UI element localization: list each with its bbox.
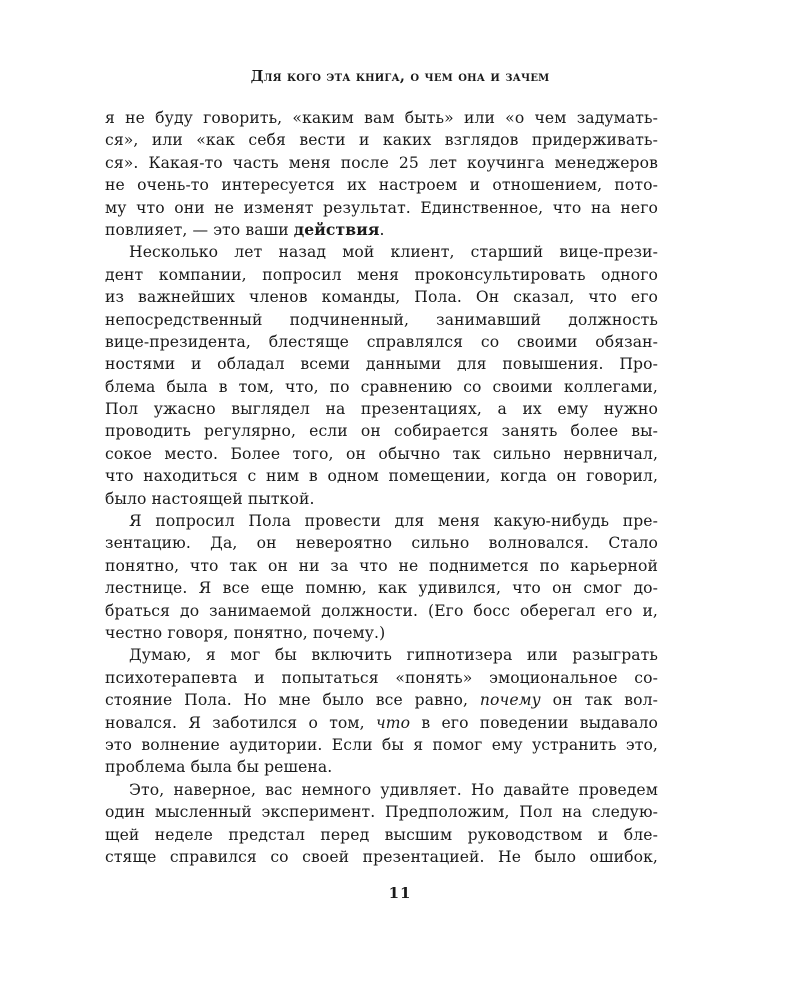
text-line: ся». Какая-то часть меня после 25 лет коучинга менеджеров	[105, 153, 658, 172]
text-run: новался. Я заботился о том,	[105, 713, 376, 732]
text-line: Несколько лет назад мой клиент, старший вице-прези-	[129, 243, 658, 262]
running-header: Для кого эта книга, о чем она и зачем	[250, 68, 550, 85]
italic-emphasis: что	[375, 713, 411, 732]
text-line: из важнейших членов команды, Пола. Он сказал, что его	[105, 288, 658, 307]
text-line: му что они не изменят результат. Единственное, что на него	[105, 198, 658, 217]
text-run: стояние Пола. Но мне было все равно,	[105, 691, 480, 710]
text-line: что находиться с ним в одном помещении, когда он говорил,	[105, 467, 658, 486]
page-number: 11	[388, 884, 412, 902]
text-line	[105, 689, 658, 711]
text-line: лестнице. Я все еще помню, как удивился, что он смог до-	[105, 579, 658, 598]
text-line: я не буду говорить, «каким вам быть» или «о чем задумать-	[105, 109, 658, 127]
italic-emphasis: почему	[479, 691, 541, 710]
text-line: блема была в том, что, по сравнению со своими коллегами,	[105, 377, 658, 396]
text-line: психотерапевта и попытаться «понять» эмоциональное со-	[105, 668, 658, 687]
text-line: не очень-то интересуется их настроем и отношением, пото-	[105, 176, 658, 195]
text-run: он так вол-	[540, 691, 658, 710]
text-run: в его поведении выдавало	[410, 713, 658, 732]
text-line: сокое место. Более того, он обычно так сильно нервничал,	[105, 444, 658, 463]
text-line: это волнение аудитории. Если бы я помог ему устранить это,	[105, 735, 658, 754]
text-run: .	[379, 220, 385, 239]
text-line	[105, 712, 658, 734]
text-run: повлияет, — это ваши	[105, 220, 294, 239]
body-text	[105, 107, 658, 868]
text-line: ся», или «как себя вести и каких взглядов придерживать-	[105, 131, 658, 150]
text-line: проблема была бы решена.	[105, 758, 333, 777]
bold-emphasis: действия	[293, 219, 380, 239]
text-line: Это, наверное, вас немного удивляет. Но давайте проведем	[129, 780, 658, 799]
text-line: было настоящей пыткой.	[105, 489, 315, 508]
text-line: зентацию. Да, он невероятно сильно волновался. Стало	[105, 534, 658, 553]
text-line: стяще справился со своей презентацией. Не было ошибок,	[105, 847, 658, 866]
text-line: ностями и обладал всеми данными для повышения. Про-	[105, 355, 658, 374]
text-line: Думаю, я мог бы включить гипнотизера или разыграть	[129, 646, 658, 665]
text-line: непосредственный подчиненный, занимавший должность	[105, 310, 658, 329]
text-line: щей неделе предстал перед высшим руководством и бле-	[105, 825, 658, 844]
text-line: браться до занимаемой должности. (Его босс оберегал его и,	[105, 601, 658, 620]
text-line: дент компании, попросил меня проконсультировать одного	[105, 265, 658, 284]
text-line: понятно, что так он ни за что не поднимется по карьерной	[105, 556, 658, 575]
text-line	[105, 219, 658, 241]
text-line: Пол ужасно выглядел на презентациях, а их ему нужно	[105, 400, 658, 419]
text-line: Я попросил Пола провести для меня какую-нибудь пре-	[129, 512, 658, 531]
text-line: один мысленный эксперимент. Предположим, Пол на следую-	[105, 803, 658, 822]
text-line: честно говоря, понятно, почему.)	[105, 623, 386, 642]
text-line: вице-президента, блестяще справлялся со своими обязан-	[105, 332, 658, 351]
text-line: проводить регулярно, если он собирается занять более вы-	[105, 422, 658, 441]
